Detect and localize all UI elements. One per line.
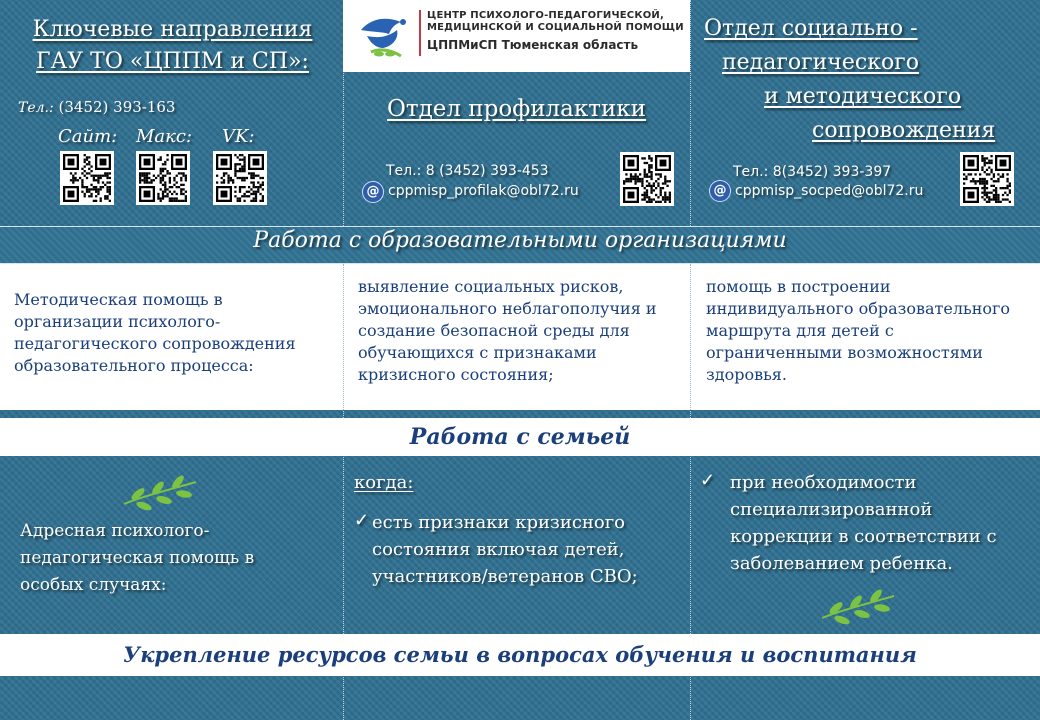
section2-col2-text: есть признаки кризисного состояния включая детей, участников/ветеранов СВО; bbox=[372, 512, 638, 587]
qr-code-prevention[interactable] bbox=[620, 152, 674, 206]
qr-vk-icon bbox=[216, 154, 264, 202]
section1-divider-left bbox=[343, 264, 344, 410]
section1-title: Работа с образовательными организациями bbox=[253, 228, 787, 253]
qr-code-site[interactable] bbox=[60, 151, 114, 205]
email-at-icon: @ bbox=[362, 181, 384, 203]
prevention-dept-title: Отдел профилактики bbox=[387, 96, 646, 122]
check-icon: ✓ bbox=[700, 470, 716, 491]
section1-col1-text: Методическая помощь в организации психолого-педагогического сопровождения образовательного процесса: bbox=[14, 290, 296, 375]
section1-col2-text: выявление социальных рисков, эмоционального неблагополучия и создание безопасной среды для обучающихся с признаками кризисного состояния; bbox=[358, 277, 657, 384]
logo-line2: МЕДИЦИНСКОЙ И СОЦИАЛЬНОЙ ПОМОЩИ bbox=[427, 22, 684, 33]
logo-line1: ЦЕНТР ПСИХОЛОГО-ПЕДАГОГИЧЕСКОЙ, bbox=[427, 10, 664, 21]
key-directions-title-line1: Ключевые направления bbox=[32, 17, 313, 42]
qr-prevention-icon bbox=[623, 155, 671, 203]
bird-logo-icon bbox=[357, 8, 413, 62]
key-directions-title bbox=[10, 14, 335, 78]
prevention-email[interactable]: cppmisp_profilak@obl72.ru bbox=[388, 183, 579, 199]
section2-col2-heading: когда: bbox=[354, 472, 414, 493]
section2-title: Работа с семьей bbox=[409, 424, 631, 450]
left-phone bbox=[18, 98, 175, 116]
logo-line3: ЦППМиСП Тюменская область bbox=[427, 38, 639, 52]
prevention-phone: Тел.: 8 (3452) 393-453 bbox=[386, 163, 549, 179]
qr-label-vk: VK: bbox=[222, 126, 255, 147]
key-directions-title-line2: ГАУ ТО «ЦППМ и СП»: bbox=[36, 49, 309, 74]
section1-divider-right bbox=[690, 264, 691, 410]
check-icon: ✓ bbox=[354, 510, 370, 531]
social-dept-title-line3: и методического bbox=[764, 84, 962, 109]
social-email[interactable]: cppmisp_socped@obl72.ru bbox=[735, 183, 924, 199]
leaf-branch-icon bbox=[120, 474, 200, 512]
logo-separator bbox=[419, 10, 421, 56]
leaf-branch-icon bbox=[818, 588, 898, 626]
footer-text: Укрепление ресурсов семьи в вопросах обучения и воспитания bbox=[123, 642, 917, 667]
logo-text-top bbox=[427, 10, 684, 34]
center-logo bbox=[343, 0, 690, 72]
social-phone: Тел.: 8(3452) 393-397 bbox=[733, 164, 892, 180]
social-dept-title-line1: Отдел социально - bbox=[704, 16, 918, 41]
section2-col1-text: Адресная психолого-педагогическая помощь в особых случаях: bbox=[20, 521, 255, 595]
left-phone-number: (3452) 393-163 bbox=[58, 98, 176, 116]
email-at-icon: @ bbox=[709, 180, 731, 202]
section2-col3-text: при необходимости специализированной коррекции в соответствии с заболеванием ребенка. bbox=[730, 472, 997, 574]
social-dept-title-line2: педагогического bbox=[722, 50, 919, 75]
qr-label-max: Макс: bbox=[136, 126, 193, 147]
social-dept-title-line4: сопровождения bbox=[812, 118, 996, 143]
qr-label-site: Сайт: bbox=[58, 126, 118, 147]
qr-site-icon bbox=[63, 154, 111, 202]
qr-code-social[interactable] bbox=[960, 152, 1014, 206]
section1-col3-text: помощь в построении индивидуального образовательного маршрута для детей с ограниченными возможностями здоровья. bbox=[706, 277, 1011, 384]
qr-social-icon bbox=[963, 155, 1011, 203]
left-phone-label: Тел.: bbox=[18, 100, 54, 116]
qr-code-vk[interactable] bbox=[213, 151, 267, 205]
social-dept-title bbox=[698, 12, 1018, 148]
qr-max-icon bbox=[139, 154, 187, 202]
qr-code-max[interactable] bbox=[136, 151, 190, 205]
